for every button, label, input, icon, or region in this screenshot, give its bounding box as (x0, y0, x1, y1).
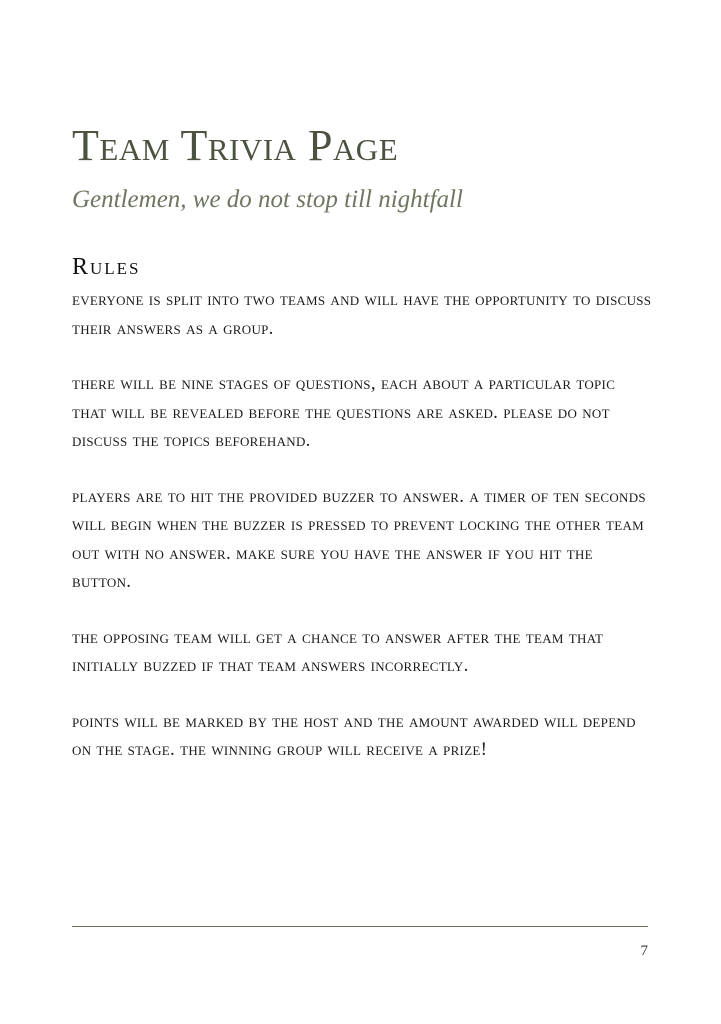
page-title: Team Trivia Page (72, 121, 399, 170)
page-number: 7 (640, 943, 648, 959)
rule-paragraph: everyone is split into two teams and will have the opportunity to discuss their answers as a group. (72, 289, 652, 339)
rule-paragraph: there will be nine stages of questions, each about a particular topic that will be revealed before the questions are asked. please do not discuss the topics beforehand. (72, 373, 616, 451)
rules-list (72, 286, 652, 792)
rule-paragraph: players are to hit the provided buzzer to answer. a timer of ten seconds will begin when the buzzer is pressed to prevent locking the other team out with no answer. make sure you have the answer if you hit the button. (72, 485, 646, 592)
footer-divider (72, 926, 648, 927)
rule-paragraph: points will be marked by the host and the amount awarded will depend on the stage. the winning group will receive a prize! (72, 710, 636, 760)
page-subtitle: Gentlemen, we do not stop till nightfall (72, 186, 463, 213)
rules-heading: Rules (72, 254, 141, 280)
rule-paragraph: the opposing team will get a chance to answer after the team that initially buzzed if that team answers incorrectly. (72, 626, 604, 676)
